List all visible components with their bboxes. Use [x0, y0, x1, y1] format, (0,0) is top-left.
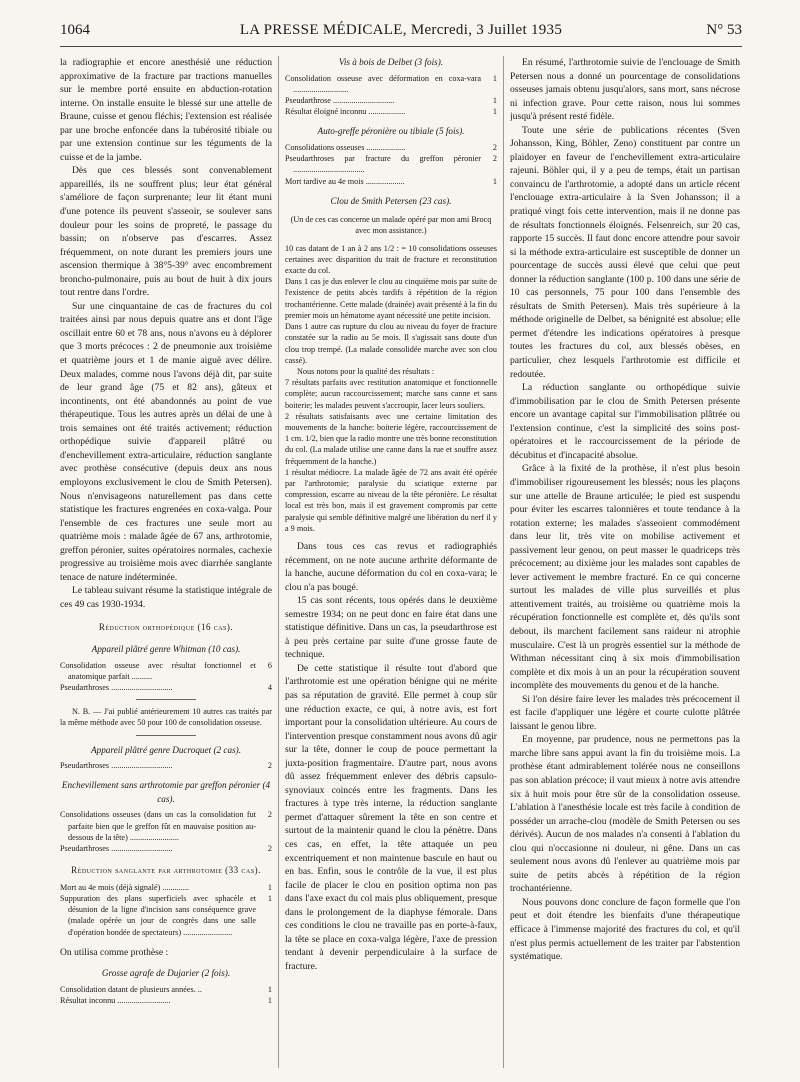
table-subheading: Auto-greffe péronière ou tibiale (5 fois). — [317, 126, 465, 137]
table-row: Mort au 4e mois (déjà signalé) ............. 1 — [60, 882, 272, 892]
prosthesis-intro: On utilisa comme prothèse : — [60, 946, 169, 958]
paragraph: En résumé, l'arthrotomie suivie de l'enclouage de Smith Petersen nous a donné un pourcentage de consolidations osseuses jamais obtenu jusqu'alors, sans mort, sans nécrose ni infection grave. Pour cette raison, nous lui sommes jusqu'à présent resté fidèle. — [510, 57, 740, 123]
paragraph: Si l'on désire faire lever les malades très précocement il est facile d'appliquer une légère et courte culotte plâtrée laissant le genou libre. — [510, 693, 740, 732]
column-rule-left — [278, 56, 279, 1068]
table-row: Pseudarthroses par fracture du greffon péronier ................................... 2 — [285, 154, 497, 175]
table-subheading: Clou de Smith Petersen (23 cas). — [330, 195, 452, 206]
table-subheading: Enchevillement sans arthrotomie par greffon péronier (4 cas). — [61, 780, 271, 804]
table-row: Suppuration des plans superficiels avec sphacèle et désunion de la ligne d'incision sans conséquence grave (malade opérée un jour de congrès dans une salle d'opération bondée de spectateurs) ........................ 1 — [60, 893, 272, 937]
column-3 — [510, 56, 740, 1068]
paragraph: 15 cas sont récents, tous opérés dans le deuxième semestre 1934; on ne peut donc en faire état dans une statistique définitive. Dans un cas, la pseudarthrose est à peu près certaine par suite d'une grosse faute de technique. — [285, 595, 497, 661]
running-header — [60, 22, 742, 47]
table-row: Consolidation osseuse avec résultat fonctionnel et anatomique parfait .......... 6 — [60, 660, 272, 681]
table-row: Consolidation datant de plusieurs années. .. 1 — [60, 984, 272, 994]
paragraph: 7 résultats parfaits avec restitution anatomique et fonctionnelle complète; aucun raccourcissement; marche sans canne et sans boiterie; les malades peuvent s'accroupir, lacer leurs souliers. — [285, 378, 497, 410]
column-1 — [60, 56, 272, 1068]
paragraph: De cette statistique il résulte tout d'abord que l'arthrotomie est une opération bénigne qui ne mérite pas sa réputation de gravité. Elle permet à coup sûr une réduction exacte, ce qui, à notre avis, est fort important pour la consolidation ultérieure. Au cours de l'intervention presque constamment nous avons dû agir sur la tête, donner le coup de pouce permettant la juxta-position fragmentaire. D'autre part, nous avons dû assez fréquemment enlever des débris capsulo-synoviaux coincés entre les fragments. Dans les fractures à type très interne, la réduction sanglante permet d'attaquer sûrement la tête en son centre et surtout de la maintenir quand le clou la pénètre. Dans ces cas, en effet, la tête attaquée un peu excentriquement et non maintenue bascule en haut ou en bas. Enfin, sous le contrôle de la vue, il est plus facile de placer le clou en position optima non pas dans l'axe exact du col mais plus obliquement, presque dans le prolongement de la diaphyse fémorale. Dans ces conditions le clou ne travaille pas en porte-à-faux, la tête se place en coxa-valga légère, l'axe de pression tendant à devenir perpendiculaire à la surface de fracture. — [285, 662, 497, 972]
footnote: N. B. — J'ai publié antérieurement 10 autres cas traités par la même méthode avec 50 pour 100 de consolidation osseuse. — [60, 707, 272, 728]
table-row: Pseudarthroses .............................. 2 — [60, 761, 272, 771]
table-row: Résultat inconnu .......................... 1 — [60, 996, 272, 1006]
separator — [136, 699, 196, 700]
paragraph: 1 résultat médiocre. La malade âgée de 72 ans avait été opérée par l'arthrotomie; paralysie du sciatique externe par compression, escarre au niveau de la tête péronière. Le résultat local est très bon, mais il est gravement compromis par cette paralysie qui semble définitive malgré une libération du nerf il y a 9 mois. — [285, 467, 497, 533]
paragraph: Dans tous ces cas revus et radiographiés récemment, on ne note aucune arthrite déformante de la hanche, aucune déformation du col en coxa-vara; le clou n'a pas bougé. — [285, 540, 497, 593]
paragraph: Le tableau suivant résume la statistique intégrale de ces 49 cas 1930-1934. — [60, 585, 272, 610]
paragraph: Dans 1 cas je dus enlever le clou au cinquième mois par suite de l'existence de petits abcès tardifs à répétition de la région trochantérienne. Cette malade (drainée) avait présenté à la fin du premier mois un hématome ayant nécessité une petite incision. — [285, 277, 497, 320]
paragraph: Toute une série de publications récentes (Sven Johansson, King, Böhler, Zeno) constituent par contre un plaidoyer en faveur de l'enchevillement extra-articulaire rajeuni. Böhler qui, il y a peu de temps, était un partisan convaincu de l'arthrotomie, a adopté dans un article récent l'enclouage extra-articulaire à la Sven Johansson; il a pratiqué vingt fois cette intervention, mais il ne donne pas de résultats fonctionnels éloignés. Felsenreich, sur 20 cas, rapporte 15 succès. Il faut donc encore attendre pour savoir si la méthode extra-articulaire est susceptible de donner un pourcentage de succès aussi élevé que celui que peut donner la réduction sanglante (100 p. 100 dans une série de 10 cas personnels, 75 pour 100 dans l'ensemble des résultats de Smith Petersen). Mais très supérieure à la méthode originelle de Delbet, sa bénignité est absolue; elle permet d'étendre les indications opératoires à presque toutes les fractures du col, aux blessés obèses, en particulier, chez lesquels l'arthrotomie est difficile et redoutée. — [510, 124, 740, 380]
table-row: Résultat éloigné inconnu .................. 1 — [285, 107, 497, 117]
column-2 — [285, 56, 497, 1068]
paragraph: Grâce à la fixité de la prothèse, il n'est plus besoin d'immobiliser rigoureusement les blessés; nous les plaçons sur une attelle de Braune articulée; le pied est suspendu pour éviter les escarres talonnières et toute tendance à la rotation externe; les malades s'asseoient commodément dans leur lit, très vite on mobilise activement et passivement leur genou, on peut masser le quadriceps très précocement; au dixième jour les malades sont capables de lever activement le membre fracturé. En ce qui concerne surtout les malades de ville plus surveillés et plus attentivement traités, au troisième ou quatrième mois la récupération fonctionnelle est complète et, dès qu'ils sont debout, ils marchent facilement sans raideur ni atrophie musculaire. C'est là un progrès essentiel sur la méthode de Withman nécessitant cinq à six mois d'immobilisation complète et dix mois à un an pour la récupération souvent incomplète des mouvements du genou et de la hanche. — [510, 463, 740, 692]
table-heading: Réduction sanglante par arthrotomie (33 cas). — [71, 865, 261, 876]
paragraph: la radiographie et encore anesthésié une réduction approximative de la fracture par tractions manuelles sur le membre porté ensuite en abduction-rotation interne. On installe ensuite le blessé sur une attelle de Braune, cuisse et genou fléchis; l'extension est réalisée par une broche enfoncée dans la tubérosité tibiale ou par une extension continue sur les téguments de la cuisse et de la jambe. — [60, 57, 272, 163]
table-row: Consolidations osseuses (dans un cas la consolidation fut parfaite bien que le greffon fût en mauvaise position au-dessous de la tête) ........................ 2 — [60, 810, 272, 842]
table-note: (Un de ces cas concerne un malade opéré par mon ami Brocq avec mon assistance.) — [290, 215, 492, 236]
table-heading: Réduction orthopédique (16 cas). — [98, 622, 234, 633]
table-subheading: Grosse agrafe de Dujarier (2 fois). — [101, 968, 231, 979]
column-rule-right — [503, 56, 504, 1068]
table-subheading: Appareil plâtré genre Whitman (10 cas). — [91, 643, 241, 654]
issue-number: N° 53 — [706, 22, 742, 38]
journal-title: LA PRESSE MÉDICALE, Mercredi, 3 Juillet 1935 — [239, 22, 563, 38]
table-row: Mort tardive au 4e mois ................... 1 — [285, 176, 497, 186]
table-row: Consolidation osseuse avec déformation en coxa-vara ........................... 1 — [285, 73, 497, 94]
table-subheading: Vis à bois de Delbet (3 fois). — [338, 57, 444, 67]
paragraph: La réduction sanglante ou orthopédique suivie d'immobilisation par le clou de Smith Petersen présente encore un avantage capital sur l'immobilisation plâtrée ou l'extension continue, c'est la simplicité des soins post-opératoires et le raccourcissement de la période de décubitus et d'incapacité absolue. — [510, 382, 740, 461]
table-row: Pseudarthroses .............................. 4 — [60, 682, 272, 692]
separator — [136, 735, 196, 736]
paragraph: 10 cas datant de 1 an à 2 ans 1/2 : = 10 consolidations osseuses certaines avec disparition du trait de fracture et reconstitution exacte du col. — [285, 243, 497, 276]
table-row: Pseudarthroses .............................. 2 — [60, 843, 272, 853]
paragraph: Dès que ces blessés sont convenablement appareillés, ils ne souffrent plus; leur état général s'améliore de façon surprenante; leur lit étant muni d'une potence ils peuvent s'asseoir, se soulever sans douleur pour les soins de propreté, le passage du bassin; on n'observe pas d'escarres. Assez fréquemment, on note durant les premiers jours une ascension thermique à 38°5-39° avec encombrement broncho-pulmonaire, puis au bout de huit à dix jours tout rentre dans l'ordre. — [60, 165, 272, 299]
paragraph: Dans 1 autre cas rupture du clou au niveau du foyer de fracture constatée sur la radio au 5e mois. Il s'agissait sans doute d'un clou trop trempé. (La malade consolidée marche avec son clou cassé). — [285, 322, 497, 365]
table-row: Consolidations osseuses ................... 2 — [285, 142, 497, 152]
page-number: 1064 — [60, 22, 90, 38]
paragraph: Nous notons pour la qualité des résultats : — [297, 366, 435, 376]
paragraph: En moyenne, par prudence, nous ne permettons pas la marche libre sans appui avant la fin du troisième mois. La prothèse étant admirablement tolérée nous ne conseillons pas son ablation précoce; il vaut mieux à notre avis attendre six à huit mois pour être sûr de la consolidation osseuse. L'ablation à l'anesthésie locale est très facile à condition de posséder un arrache-clou (modèle de Smith Petersen ou ses dérivés). Aucun de nos malades n'a consenti à l'ablation du clou qui n'occasionne ni douleur, ni gêne. Dans un cas seulement nous avons dû l'enlever au quatrième mois par suite de petits abcès à répétition de la région trochantérienne. — [510, 734, 740, 895]
paragraph: Nous pouvons donc conclure de façon formelle que l'on peut et doit étendre les bienfaits d'une thérapeutique efficace à l'immense majorité des fractures du col, et qu'il n'est plus permis actuellement de les traiter par l'abstention systématique. — [510, 896, 740, 963]
table-subheading: Appareil plâtré genre Ducroquet (2 cas). — [90, 744, 242, 755]
paragraph: Sur une cinquantaine de cas de fractures du col traitées ainsi par nous depuis quatre ans et dont l'âge oscillait entre 60 et 78 ans, nous n'avons eu à déplorer que 3 morts précoces : 2 de pneumonie aux troisième et quatrième jours et 1 de manie aiguë avec délire. Deux malades, comme nous l'avons déjà dit, par suite de leur grand âge (75 et 82 ans), gâteux et incontinents, ont été abandonnés au point de vue thérapeutique. Tous les autres après un délai de une à trois semaines ont été traités activement; réduction orthopédique suivie d'appareil plâtré ou d'enchevillement extra-articulaire, réduction sanglante avec prothèse consécutive (depuis deux ans nous employons exclusivement le clou de Smith Petersen). Nous n'envisageons naturellement pas dans cette statistique les fractures engrenées en coxa-valga. Pour l'ensemble de ces fractures une seule mort au quatrième mois : malade âgée de 67 ans, arthrotomie, greffon péronier, suites opératoires normales, cachexie progressive au troisième mois avec diarrhée sanglante tenace de nature indéterminée. — [60, 300, 272, 583]
paragraph: 2 résultats satisfaisants avec une certaine limitation des mouvements de la hanche: boiterie légère, raccourcissement de 1 cm. 1/2, bien que la radio montre une très bonne reconstitution du col. (La malade utilise une canne dans la rue et souffre assez fréquemment de la hanche.) — [285, 411, 497, 466]
table-row: Pseudarthrose .............................. 1 — [285, 95, 497, 105]
